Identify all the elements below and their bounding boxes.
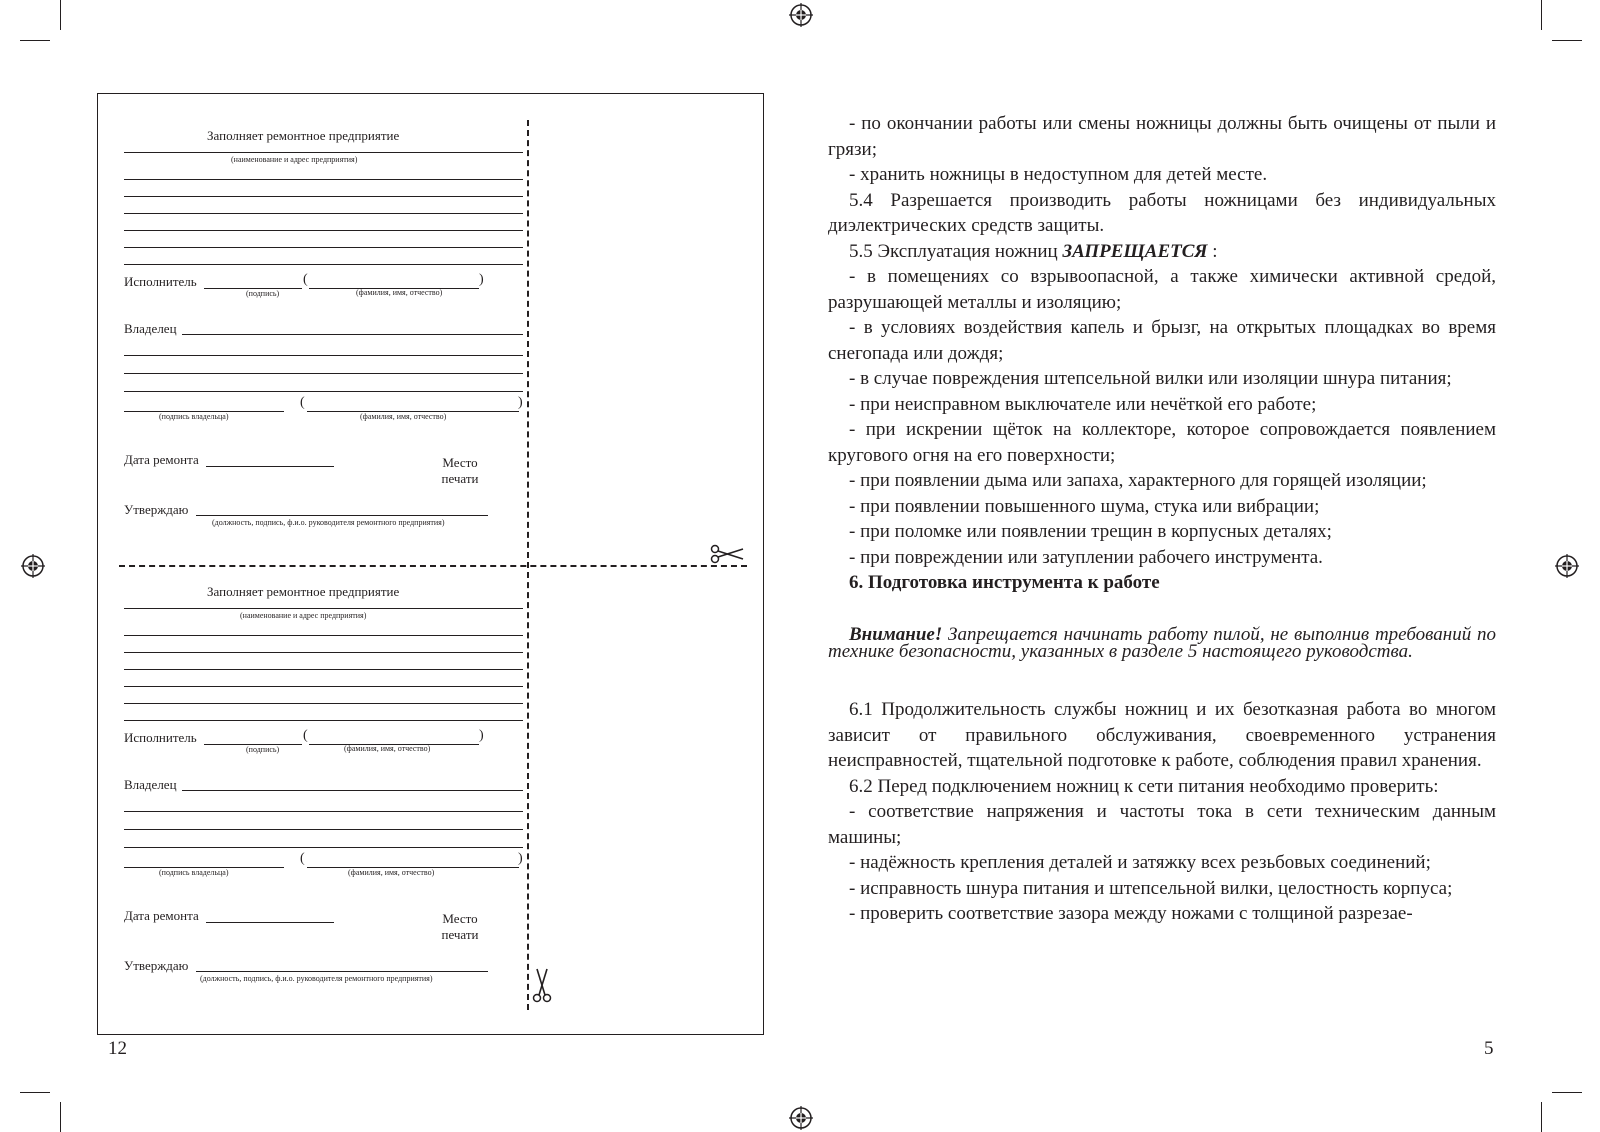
crop-mark-icon xyxy=(20,40,50,41)
owner-fio-hint: (фамилия, имя, отчество) xyxy=(360,412,447,421)
executor-label: Исполнитель xyxy=(124,730,197,745)
paren-open: ( xyxy=(303,728,308,743)
paragraph: - при повреждении или затуплении рабочего инструмента. xyxy=(849,546,1323,568)
paren-close: ) xyxy=(479,728,484,743)
enterprise-field[interactable] xyxy=(124,686,523,687)
paragraph: 6.2 Перед подключением ножниц к сети питания необходимо проверить: xyxy=(849,775,1439,797)
paren-open: ( xyxy=(300,395,305,410)
enterprise-field[interactable] xyxy=(124,703,523,704)
paragraph: - в помещениях со взрывоопасной, а также химически активной средой, разрушающей металлы и изоляцию; xyxy=(828,266,1496,313)
p55-suffix: : xyxy=(1207,240,1218,262)
enterprise-field[interactable] xyxy=(124,179,523,180)
enterprise-field[interactable] xyxy=(124,669,523,670)
paragraph: 6.1 Продолжительность службы ножниц и их безотказная работа во многом зависит от правильного обслуживания, своевременного устранения неисправностей, тщательной подготовке к работе, соблюдения правил хранения. xyxy=(828,699,1496,771)
warning-block xyxy=(828,626,1496,660)
registration-mark-icon xyxy=(789,1106,813,1130)
paragraph: - при искрении щёток на коллекторе, которое сопровождается появлением кругового огня на его поверхности; xyxy=(828,419,1496,466)
repair-date-field[interactable] xyxy=(206,922,334,923)
enterprise-field[interactable] xyxy=(124,247,523,248)
registration-mark-icon xyxy=(1555,554,1579,578)
repair-date-field[interactable] xyxy=(206,466,334,467)
registration-mark-icon xyxy=(789,3,813,27)
right-page-text-bottom xyxy=(828,697,1496,927)
enterprise-field[interactable] xyxy=(124,652,523,653)
owner-signature-hint: (подпись владельца) xyxy=(159,412,229,421)
scissors-icon xyxy=(710,544,744,564)
cut-line-horizontal xyxy=(119,565,747,567)
paragraph: - надёжность крепления деталей и затяжку всех резьбовых соединений; xyxy=(849,852,1431,873)
p55-bold: ЗАПРЕЩАЕТСЯ xyxy=(1062,240,1208,262)
page-number-left: 12 xyxy=(108,1038,127,1059)
enterprise-field[interactable] xyxy=(124,230,523,231)
crop-mark-icon xyxy=(60,0,61,30)
paragraph-5-5 xyxy=(828,239,1496,265)
paren-close: ) xyxy=(518,395,523,410)
section-heading: 6. Подготовка инструмента к работе xyxy=(849,572,1160,593)
owner-fio-hint: (фамилия, имя, отчество) xyxy=(348,868,435,877)
owner-field[interactable] xyxy=(124,829,523,830)
paragraph: - хранить ножницы в недоступном для детей месте. xyxy=(849,164,1268,185)
enterprise-field[interactable] xyxy=(124,635,523,636)
scissors-icon xyxy=(532,968,552,1004)
approve-label: Утверждаю xyxy=(124,958,189,973)
crop-mark-icon xyxy=(1552,1092,1582,1093)
repair-date-label: Дата ремонта xyxy=(124,908,199,923)
owner-signature-hint: (подпись владельца) xyxy=(159,868,229,877)
paragraph: - при появлении дыма или запаха, характерного для горящей изоляции; xyxy=(849,470,1427,491)
crop-mark-icon xyxy=(1552,40,1582,41)
form-title: Заполняет ремонтное предприятие xyxy=(207,584,400,599)
crop-mark-icon xyxy=(60,1102,61,1132)
enterprise-field[interactable] xyxy=(124,608,523,609)
paren-open: ( xyxy=(300,851,305,866)
paragraph: - по окончании работы или смены ножницы должны быть очищены от пыли и грязи; xyxy=(828,113,1496,160)
executor-label: Исполнитель xyxy=(124,274,197,289)
signature-hint: (подпись) xyxy=(246,745,280,754)
paragraph: - при поломке или появлении трещин в корпусных деталях; xyxy=(849,521,1332,542)
owner-label: Владелец xyxy=(124,321,177,336)
owner-field[interactable] xyxy=(124,847,523,848)
paragraph: - при неисправном выключателе или нечёткой его работе; xyxy=(849,393,1317,415)
enterprise-field[interactable] xyxy=(124,720,523,721)
paragraph: - при появлении повышенного шума, стука или вибрации; xyxy=(849,495,1320,517)
form-title: Заполняет ремонтное предприятие xyxy=(207,128,400,143)
stamp-place: Место печати xyxy=(441,911,479,942)
approve-hint: (должность, подпись, ф.и.о. руководителя ремонтного предприятия) xyxy=(212,518,445,527)
crop-mark-icon xyxy=(1541,0,1542,30)
paren-close: ) xyxy=(518,851,523,866)
repair-coupon-frame xyxy=(97,93,764,1035)
paren-open: ( xyxy=(303,272,308,287)
warning-text: Запрещается начинать работу пилой, не выполнив требований по технике безопасности, указанных в разделе 5 настоящего руководства. xyxy=(828,624,1496,662)
paragraph: - проверить соответствие зазора между ножами с толщиной разрезае- xyxy=(849,903,1413,924)
owner-field[interactable] xyxy=(124,391,523,392)
paragraph: - в условиях воздействия капель и брызг, на открытых площадках во время снегопада или дождя; xyxy=(828,317,1496,364)
owner-field[interactable] xyxy=(182,334,523,335)
repair-date-label: Дата ремонта xyxy=(124,452,199,467)
approve-hint: (должность, подпись, ф.и.о. руководителя ремонтного предприятия) xyxy=(200,974,433,983)
approve-label: Утверждаю xyxy=(124,502,189,517)
enterprise-field[interactable] xyxy=(124,196,523,197)
crop-mark-icon xyxy=(20,1092,50,1093)
owner-field[interactable] xyxy=(124,811,523,812)
approve-field[interactable] xyxy=(196,515,488,516)
paren-close: ) xyxy=(479,272,484,287)
paragraph: - исправность шнура питания и штепсельной вилки, целостность корпуса; xyxy=(849,877,1453,899)
fio-hint: (фамилия, имя, отчество) xyxy=(344,744,431,753)
registration-mark-icon xyxy=(21,554,45,578)
paragraph: - в случае повреждения штепсельной вилки или изоляции шнура питания; xyxy=(849,368,1452,389)
p55-prefix: 5.5 Эксплуатация ножниц xyxy=(849,240,1063,262)
crop-mark-icon xyxy=(1541,1102,1542,1132)
owner-field[interactable] xyxy=(124,355,523,356)
enterprise-hint: (наименование и адрес предприятия) xyxy=(240,611,367,620)
enterprise-hint: (наименование и адрес предприятия) xyxy=(231,155,358,164)
enterprise-field[interactable] xyxy=(124,213,523,214)
signature-hint: (подпись) xyxy=(246,289,280,298)
owner-field[interactable] xyxy=(124,373,523,374)
enterprise-field[interactable] xyxy=(124,264,523,265)
owner-label: Владелец xyxy=(124,777,177,792)
right-page-text-top xyxy=(828,111,1496,596)
paragraph: - соответствие напряжения и частоты тока в сети техническим данным машины; xyxy=(828,801,1496,848)
approve-field[interactable] xyxy=(196,971,488,972)
paragraph: 5.4 Разрешается производить работы ножницами без индивидуальных диэлектрических средств защиты. xyxy=(828,189,1496,236)
page-number-right: 5 xyxy=(1484,1038,1494,1059)
stamp-place: Место печати xyxy=(441,455,479,486)
owner-field[interactable] xyxy=(182,790,523,791)
fio-hint: (фамилия, имя, отчество) xyxy=(356,288,443,297)
warning-label: Внимание! xyxy=(849,624,943,645)
enterprise-field[interactable] xyxy=(124,152,523,153)
